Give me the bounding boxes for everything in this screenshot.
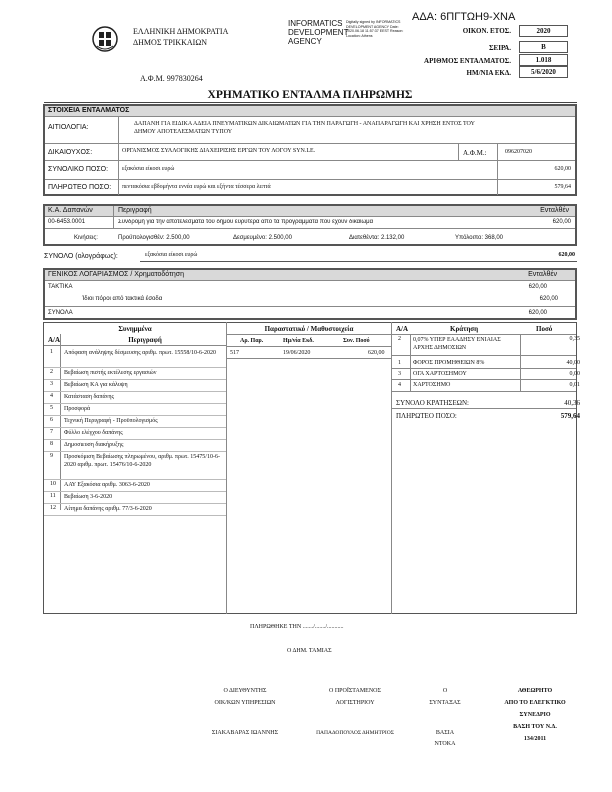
beneficiary-label: ΔΙΚΑΙΟΥΧΟΣ: bbox=[48, 149, 93, 156]
series-label: ΣΕΙΡΑ. bbox=[488, 44, 511, 52]
series-value: Β bbox=[519, 41, 568, 53]
deductions-desc-header: Κράτηση bbox=[450, 325, 479, 333]
deduction-text: 0,07% ΥΠΕΡ ΕΑΑΔΗΣΥ ΕΝΙΑΙΑΣ ΑΡΧΗΣ ΔΗΜΟΣΙΩΝ bbox=[413, 337, 501, 351]
payable-amount-words: πεντακόσια εβδομήντα εννέα ευρώ και εξήντα τέσσερα λεπτά bbox=[122, 184, 271, 190]
deductions-amount-header: Ποσό bbox=[536, 325, 553, 333]
total-amount-label: ΣΥΝΟΛΙΚΟ ΠΟΣΟ: bbox=[48, 166, 109, 173]
issue-date-label: ΗΜ/ΝΙΑ ΕΚΔ. bbox=[466, 69, 511, 77]
deduction-amount: 0,00 bbox=[569, 371, 580, 377]
reason-label: ΑΙΤΙΟΛΟΓΙΑ: bbox=[48, 124, 89, 131]
attachment-text: Προσφορά bbox=[64, 406, 91, 412]
deductions-aa-header: Α/Α bbox=[396, 325, 409, 333]
beneficiary-afm: 096207020 bbox=[505, 149, 532, 155]
director-name: ΣΙΑΚΑΒΑΡΑΣ ΙΩΑΝΝΗΣ bbox=[211, 730, 279, 736]
sum-words: εξακόσια είκοσι ευρώ bbox=[145, 252, 198, 258]
cashier: Ο ΔΗΜ. ΤΑΜΙΑΣ bbox=[287, 648, 332, 654]
accounting-head-name: ΠΑΠΑΔΟΠΟΥΛΟΣ ΔΗΜΗΤΡΙΟΣ bbox=[316, 730, 394, 736]
director-role1: Ο ΔΙΕΥΘΥΝΤΗΣ bbox=[223, 688, 267, 694]
attachment-divider bbox=[44, 391, 226, 392]
budget-approved: Προϋπολογισθέν: 2.500,00 bbox=[118, 235, 190, 241]
invoice-row-date: 19/06/2020 bbox=[283, 350, 311, 356]
gov-line2: ΔΗΜΟΣ ΤΡΙΚΚΑΙΩΝ bbox=[133, 38, 208, 47]
ledger-total-label: ΣΥΝΟΛΑ bbox=[48, 310, 73, 316]
compiler-name1: ΒΑΣΙΑ bbox=[435, 730, 455, 736]
attachment-text: Τεχνική Περιγραφή - Προϋπολογισμός bbox=[64, 418, 158, 424]
deduction-amount: 0,01 bbox=[569, 382, 580, 388]
attachment-number: 1 bbox=[50, 349, 53, 355]
greek-emblem bbox=[92, 26, 118, 52]
signing-agency bbox=[288, 19, 348, 46]
attachment-number: 10 bbox=[50, 481, 56, 487]
audit-line2: ΑΠΟ ΤΟ ΕΛΕΓΚΤΙΚΟ bbox=[504, 700, 566, 706]
fiscal-year-label: ΟΙΚΟΝ. ΕΤΟΣ. bbox=[462, 27, 511, 35]
budget-code-header: Κ.Α. Δαπανών bbox=[48, 207, 93, 214]
budget-amount-header: Ενταλθέν bbox=[540, 207, 569, 214]
attachments-aa-header: Α/Α bbox=[48, 336, 61, 344]
deduction-n: 2 bbox=[398, 336, 401, 342]
audit-line1: ΑΘΕΩΡΗΤΟ bbox=[517, 688, 553, 694]
audit-line3: ΣΥΝΕΔΡΙΟ bbox=[519, 712, 551, 718]
budget-description: Συνδρομή για την αποτελέσματα του δήμου ευρύτερα από τα προγράμματα που έχουν δικαίωμα bbox=[118, 219, 374, 225]
deduction-text: ΟΓΑ ΧΑΡΤΟΣΗΜΟΥ bbox=[413, 371, 467, 377]
budget-disposed: Διατεθέντα: 2.132,00 bbox=[349, 235, 405, 241]
invoice-date-header: Ημ/νία Εκδ. bbox=[283, 338, 314, 344]
ledger-line2-amount: 620,00 bbox=[539, 296, 558, 302]
gov-line1: ΕΛΛΗΝΙΚΗ ΔΗΜΟΚΡΑΤΙΑ bbox=[133, 27, 229, 36]
attachment-number: 2 bbox=[50, 369, 53, 375]
accounting-head-role2: ΛΟΓΙΣΤΗΡΙΟΥ bbox=[335, 700, 375, 706]
budget-amount: 620,00 bbox=[552, 219, 571, 225]
attachment-number: 9 bbox=[50, 453, 53, 459]
attachment-number: 3 bbox=[50, 381, 53, 387]
attachment-number: 4 bbox=[50, 393, 53, 399]
beneficiary-name: ΟΡΓΑΝΙΣΜΟΣ ΣΥΛΛΟΓΙΚΗΣ ΔΙΑΧΕΙΡΙΣΗΣ ΕΡΓΩΝ ΤΟΥ ΛΟΓΟΥ SYN.LE. bbox=[122, 148, 316, 154]
emblem-icon bbox=[92, 26, 118, 52]
movements-label: Κινήσεις: bbox=[74, 235, 98, 241]
fiscal-year-value: 2020 bbox=[519, 25, 568, 37]
ledger-line1-amount: 620,00 bbox=[528, 284, 547, 290]
agency-line3: AGENCY bbox=[288, 37, 322, 46]
deduction-amount: 0,35 bbox=[569, 336, 580, 342]
order-section-title: ΣΤΟΙΧΕΙΑ ΕΝΤΑΛΜΑΤΟΣ bbox=[45, 106, 575, 116]
compiler-role1: Ο bbox=[442, 688, 448, 694]
deduction-n: 4 bbox=[398, 382, 401, 388]
deduction-amount: 40,00 bbox=[566, 360, 580, 366]
attachment-divider bbox=[44, 515, 226, 516]
invoices-title: Παραστατικό / Μαθυστοιχεία bbox=[264, 325, 354, 333]
audit-line5: 134/2011 bbox=[523, 736, 547, 742]
ledger-line1: ΤΑΚΤΙΚΑ bbox=[48, 284, 73, 290]
director-role2: ΟΙΚ/ΚΩΝ ΥΠΗΡΕΣΙΩΝ bbox=[214, 700, 276, 706]
attachment-divider bbox=[44, 451, 226, 452]
attachment-divider bbox=[44, 403, 226, 404]
attachment-text: Απόφαση ανάληψης δέσμευσης αριθμ. πρωτ. 15558/10-6-2020 bbox=[64, 350, 217, 356]
agency-line1: INFORMATICS bbox=[288, 19, 343, 28]
compiler-role2: ΣΥΝΤΑΞΑΣ bbox=[429, 700, 461, 706]
attachment-number: 11 bbox=[50, 493, 56, 499]
deductions-total-label: ΣΥΝΟΛΟ ΚΡΑΤΗΣΕΩΝ: bbox=[396, 399, 469, 407]
payable-amount: 579,64 bbox=[554, 184, 571, 190]
total-amount: 620,00 bbox=[554, 166, 571, 172]
compiler-name2: ΝΤΟΚΑ bbox=[434, 741, 456, 747]
attachment-number: 7 bbox=[50, 429, 53, 435]
attachment-text: Βεβαίωση πιστής εκτέλεσης εργασιών bbox=[64, 370, 157, 376]
deduction-text: ΦΟΡΟΣ ΠΡΟΜΗΘΕΙΩΝ 8% bbox=[413, 360, 485, 366]
issue-date-value: 5/6/2020 bbox=[519, 66, 568, 78]
deductions-payable: 579,64 bbox=[560, 412, 580, 420]
attachment-divider bbox=[44, 379, 226, 380]
audit-line4: ΒΑΣΗ ΤΟΥ Ν.Δ. bbox=[513, 724, 557, 730]
ledger-account-header: ΓΕΝΙΚΟΣ ΛΟΓΑΡΙΑΣΜΟΣ / Χρηματοδότηση bbox=[48, 271, 184, 278]
attachment-number: 8 bbox=[50, 441, 53, 447]
ledger-amount-header: Ενταλθέν bbox=[528, 271, 557, 278]
ada-code: ΑΔΑ: 6ΠΓΤΩΗ9-ΧΝΑ bbox=[412, 11, 516, 23]
attachment-divider bbox=[44, 479, 226, 480]
order-number-value: 1.018 bbox=[519, 54, 568, 66]
attachment-text: Βεβαίωση 3-6-2020 bbox=[64, 494, 113, 500]
sum-amount: 620,00 bbox=[558, 252, 575, 258]
attachment-text: Προσκόμιση Βεβαίωσης πληρωμένου, αριθμ. πρωτ. 15475/10-6-2020 αριθμ. πρωτ. 15476/10-6-2020 bbox=[64, 454, 220, 468]
attachment-divider bbox=[44, 503, 226, 504]
attachment-divider bbox=[44, 439, 226, 440]
reason-text: ΔΑΠΑΝΗ ΓΙΑ ΕΙΔΙΚΑ ΑΔΕΙΑ ΠΝΕΥΜΑΤΙΚΩΝ ΔΙΚΑΙΩΜΑΤΩΝ ΓΙΑ ΤΗΝ ΠΑΡΑΓΩΓΗ - ΑΝΑΠΑΡΑΓΩΓΗ ΚΑΙ ΧΡΗΣΗ ΕΝΤΟΣ ΤΟΥ ΔΗΜΟΥ ΑΠΟΤΕΛΕΣΜΑΤΩΝ ΤΥΠΟΥ bbox=[134, 121, 475, 135]
budget-code: 00-6453.0001 bbox=[48, 219, 86, 225]
sum-words-label: ΣΥΝΟΛΟ (ολογράφως): bbox=[44, 253, 118, 260]
attachment-text: Βεβαίωση ΚΑ για κάλυψη bbox=[64, 382, 128, 388]
attachment-text: Δημοσιευση διακήρυξης bbox=[64, 442, 124, 448]
municipality-afm: Α.Φ.Μ. 997830264 bbox=[140, 74, 203, 83]
attachments-title: Συνημμένα bbox=[118, 325, 152, 333]
attachment-divider bbox=[44, 415, 226, 416]
attachment-number: 12 bbox=[50, 505, 56, 511]
deductions-payable-label: ΠΛΗΡΩΤΕΟ ΠΟΣΟ: bbox=[396, 412, 457, 420]
attachment-divider bbox=[44, 367, 226, 368]
attachment-divider bbox=[44, 427, 226, 428]
attachment-number: 5 bbox=[50, 405, 53, 411]
budget-committed: Δεσμευμένο: 2.500,00 bbox=[233, 235, 292, 241]
payable-amount-label: ΠΛΗΡΩΤΕΟ ΠΟΣΟ: bbox=[48, 184, 112, 191]
total-amount-words: εξακόσια είκοσι ευρώ bbox=[122, 166, 175, 172]
invoice-row-no: 517 bbox=[230, 350, 239, 356]
invoice-row-amount: 620,00 bbox=[368, 350, 385, 356]
budget-desc-header: Περιγραφή bbox=[118, 207, 152, 214]
deductions-total: 40,36 bbox=[564, 399, 580, 407]
paid-on: ΠΛΗΡΩΘΗΚΕ ΤΗΝ ......./......./........... bbox=[250, 624, 344, 630]
deduction-text: ΧΑΡΤΟΣΗΜΟ bbox=[413, 382, 451, 388]
deduction-n: 3 bbox=[398, 371, 401, 377]
ledger-total: 620,00 bbox=[528, 310, 547, 316]
accounting-head-role1: Ο ΠΡΟΪΣΤΑΜΕΝΟΣ bbox=[328, 688, 381, 694]
agency-line2: DEVELOPMENT bbox=[288, 28, 349, 37]
attachment-text: Φύλλο ελέγχου δαπάνης bbox=[64, 430, 123, 436]
attachment-text: Αίτημα δαπάνης αριθμ. 77/3-6-2020 bbox=[64, 506, 152, 512]
budget-remaining: Υπόλοιπο: 368,00 bbox=[455, 235, 504, 241]
attachments-desc-header: Περιγραφή bbox=[128, 336, 162, 344]
deduction-n: 1 bbox=[398, 360, 401, 366]
attachment-text: Κατάσταση δαπάνης bbox=[64, 394, 114, 400]
attachment-text: ΑΑΥ Εξακόσια αριθμ. 3063-6-2020 bbox=[64, 482, 150, 488]
ledger-line2: Ίδιοι πόροι από τακτικά έσοδα bbox=[82, 296, 163, 302]
document-title: ΧΡΗΜΑΤΙΚΟ ΕΝΤΑΛΜΑ ΠΛΗΡΩΜΗΣ bbox=[207, 89, 413, 101]
attachment-divider bbox=[44, 491, 226, 492]
attachment-number: 6 bbox=[50, 417, 53, 423]
invoice-no-header: Αρ. Παρ. bbox=[240, 338, 264, 344]
beneficiary-afm-label: Α.Φ.Μ.: bbox=[463, 149, 487, 157]
invoice-amount-header: Συν. Ποσό bbox=[343, 338, 370, 344]
digital-signature-note: Digitally signed by INFORMATICS DEVELOPMENT AGENCY Date: 2020.06.18 11:57:37 EEST Reason: Location: Athens bbox=[346, 20, 404, 38]
order-number-label: ΑΡΙΘΜΟΣ ΕΝΤΑΛΜΑΤΟΣ. bbox=[424, 57, 511, 65]
